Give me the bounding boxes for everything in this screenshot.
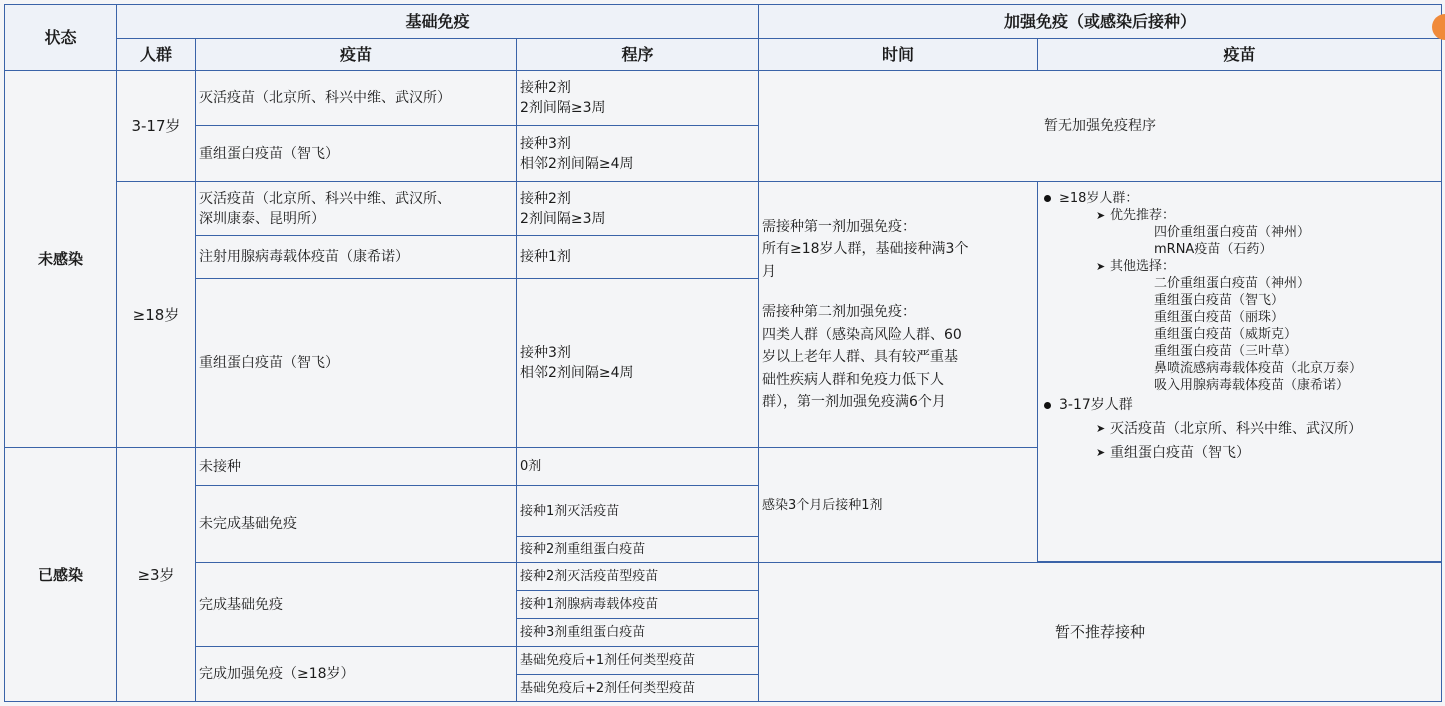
schedule-booster-done-1: 基础免疫后+1剂任何类型疫苗 bbox=[516, 646, 759, 675]
header-population: 人群 bbox=[116, 38, 196, 71]
header-vaccine: 疫苗 bbox=[195, 38, 517, 71]
schedule-recombinant-18-plus: 接种3剂 相邻2剂间隔≥4周 bbox=[516, 278, 759, 448]
after-infection-time: 感染3个月后接种1剂 bbox=[758, 447, 1038, 563]
arrow-right-icon: ➤ bbox=[1096, 446, 1106, 459]
population-3-plus: ≥3岁 bbox=[116, 447, 196, 702]
schedule-inactivated-18-plus: 接种2剂 2剂间隔≥3周 bbox=[516, 181, 759, 236]
arrow-right-icon: ➤ bbox=[1096, 422, 1106, 435]
vaccine-recombinant-3-17: 重组蛋白疫苗（智飞） bbox=[195, 125, 517, 182]
vaccine-adenovirus-18-plus: 注射用腺病毒载体疫苗（康希诺） bbox=[195, 235, 517, 279]
schedule-incomplete-2: 接种2剂重组蛋白疫苗 bbox=[516, 536, 759, 563]
header-schedule: 程序 bbox=[516, 38, 759, 71]
vaccine-inactivated-18-plus: 灭活疫苗（北京所、科兴中维、武汉所、 深圳康泰、昆明所） bbox=[195, 181, 517, 236]
population-18-plus: ≥18岁 bbox=[116, 181, 196, 448]
schedule-booster-done-2: 基础免疫后+2剂任何类型疫苗 bbox=[516, 674, 759, 702]
no-booster-program: 暂无加强免疫程序 bbox=[758, 70, 1442, 182]
arrow-right-icon: ➤ bbox=[1096, 209, 1106, 222]
population-3-17: 3-17岁 bbox=[116, 70, 196, 182]
not-recommended: 暂不推荐接种 bbox=[758, 562, 1442, 702]
booster-vaccine-list: ≥18岁人群： ➤ 优先推荐： 四价重组蛋白疫苗（神州） mRNA疫苗（石药） ➤ 其他选择： 二价重组蛋白疫苗（神州） 重组蛋白疫苗（智飞） 重组蛋白疫苗（丽珠） 重组蛋白疫苗（威斯克） 重组蛋白疫苗（三叶草） 鼻喷流感病毒载体疫苗（北京万泰） 吸入用腺病毒载体疫苗（康希诺） 3-17岁人群 ➤ 灭活疫苗（北京所、科兴中维、武汉所） ➤ 重组蛋白疫苗（智飞） bbox=[1037, 181, 1442, 562]
list-item: ➤ 灭活疫苗（北京所、科兴中维、武汉所） bbox=[1044, 417, 1362, 441]
schedule-adenovirus-18-plus: 接种1剂 bbox=[516, 235, 759, 279]
schedule-recombinant-3-17: 接种3剂 相邻2剂间隔≥4周 bbox=[516, 125, 759, 182]
status-booster-done: 完成加强免疫（≥18岁） bbox=[195, 646, 517, 702]
bullet-icon bbox=[1044, 195, 1051, 202]
vaccine-inactivated-3-17: 灭活疫苗（北京所、科兴中维、武汉所） bbox=[195, 70, 517, 126]
list-item: 3-17岁人群 bbox=[1044, 394, 1133, 417]
list-item: ➤ 其他选择： bbox=[1096, 259, 1176, 274]
schedule-inactivated-3-17: 接种2剂 2剂间隔≥3周 bbox=[516, 70, 759, 126]
status-not-vaccinated: 未接种 bbox=[195, 447, 517, 486]
schedule-complete-1: 接种2剂灭活疫苗型疫苗 bbox=[516, 562, 759, 591]
header-booster-immunization: 加强免疫（或感染后接种） bbox=[758, 4, 1442, 39]
list-item: ➤ 优先推荐： bbox=[1096, 208, 1176, 223]
arrow-right-icon: ➤ bbox=[1096, 260, 1106, 273]
header-booster-vaccine: 疫苗 bbox=[1037, 38, 1442, 71]
list-item: ≥18岁人群： bbox=[1044, 190, 1138, 207]
schedule-not-vaccinated: 0剂 bbox=[516, 447, 759, 486]
status-incomplete-basic: 未完成基础免疫 bbox=[195, 485, 517, 563]
header-status: 状态 bbox=[4, 4, 117, 71]
schedule-incomplete-1: 接种1剂灭活疫苗 bbox=[516, 485, 759, 537]
bullet-icon bbox=[1044, 402, 1051, 409]
status-complete-basic: 完成基础免疫 bbox=[195, 562, 517, 647]
schedule-complete-2: 接种1剂腺病毒载体疫苗 bbox=[516, 590, 759, 619]
status-uninfected: 未感染 bbox=[4, 70, 117, 448]
list-item: ➤ 重组蛋白疫苗（智飞） bbox=[1044, 441, 1250, 465]
booster-time-uninfected: 需接种第一剂加强免疫： 所有≥18岁人群，基础接种满3个 月 需接种第二剂加强免疫： 四类人群（感染高风险人群、60 岁以上老年人群、具有较严重基 础性疾病人群和免疫力低下人 群），第一剂加强免疫满6个月 bbox=[758, 181, 1038, 448]
status-infected: 已感染 bbox=[4, 447, 117, 702]
header-basic-immunization: 基础免疫 bbox=[116, 4, 759, 39]
header-time: 时间 bbox=[758, 38, 1038, 71]
schedule-complete-3: 接种3剂重组蛋白疫苗 bbox=[516, 618, 759, 647]
vaccine-recombinant-18-plus: 重组蛋白疫苗（智飞） bbox=[195, 278, 517, 448]
